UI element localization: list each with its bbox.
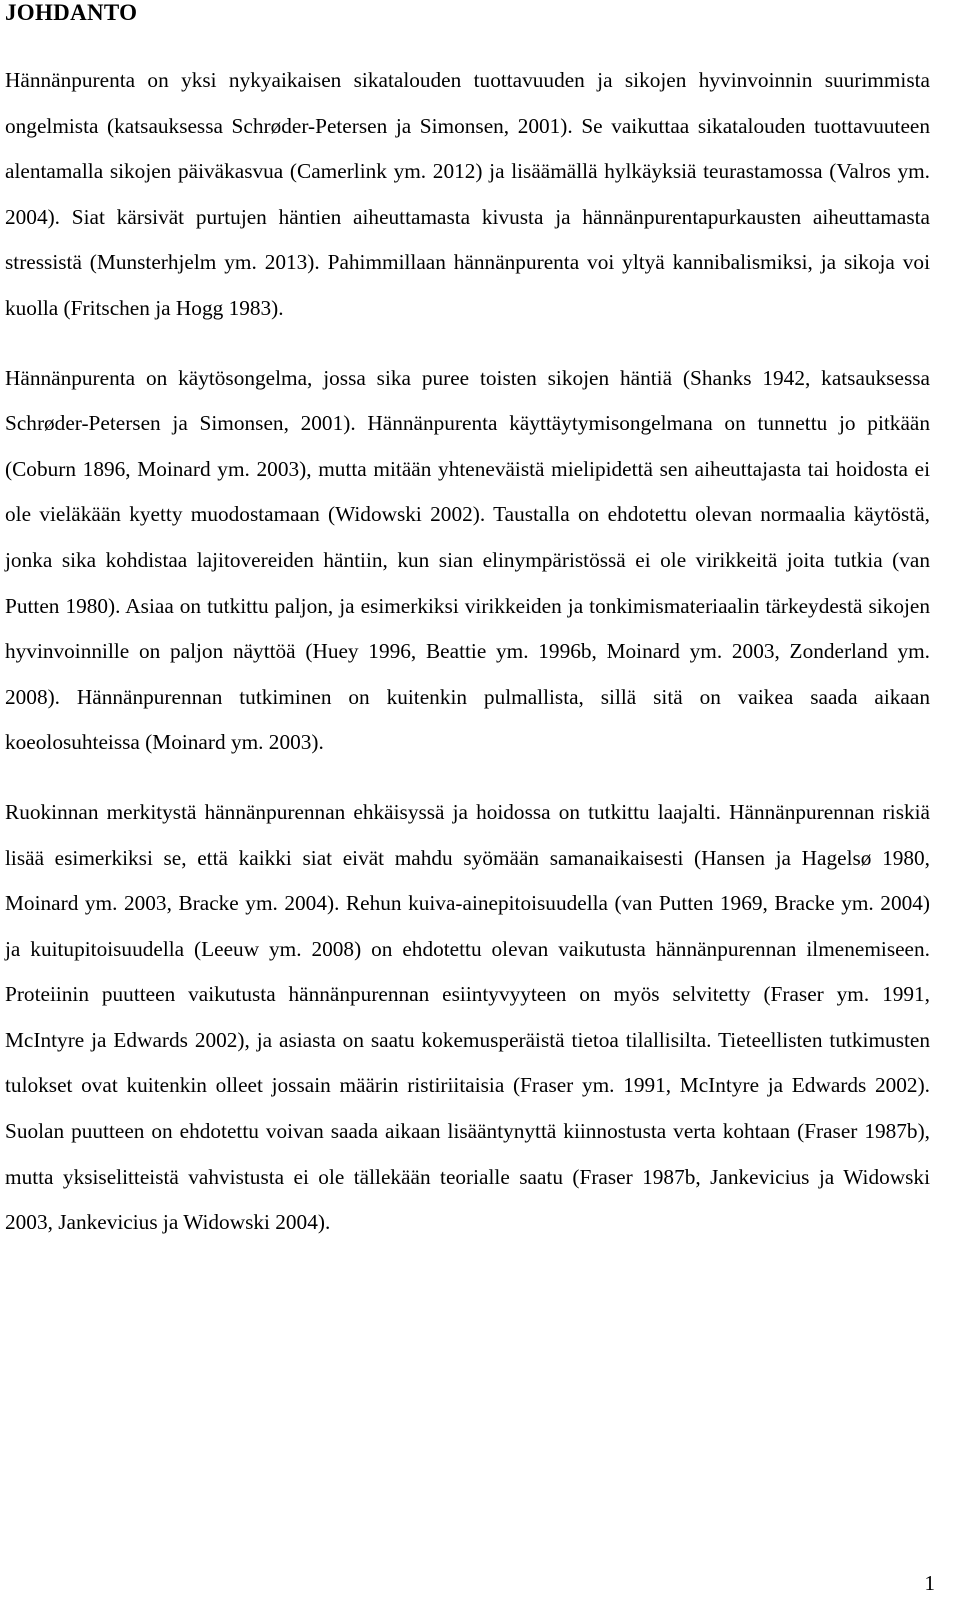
section-heading: JOHDANTO <box>5 0 138 25</box>
paragraph-1: Hännänpurenta on yksi nykyaikaisen sikatalouden tuottavuuden ja sikojen hyvinvoinnin suurimmista ongelmista (katsauksessa Schrøder-Petersen ja Simonsen, 2001). Se vaikuttaa sikatalouden tuottavuuteen alentamalla sikojen päiväkasvua (Camerlink ym. 2012) ja lisäämällä hylkäyksiä teurastamossa (Valros ym. 2004). Siat kärsivät purtujen häntien aiheuttamasta kivusta ja hännänpurentapurkausten aiheuttamasta stressistä (Munsterhjelm ym. 2013). Pahimmillaan hännänpurenta voi yltyä kannibalismiksi, ja sikoja voi kuolla (Fritschen ja Hogg 1983). <box>5 68 930 320</box>
page-number: 1 <box>924 1571 935 1595</box>
document-page <box>5 0 930 1246</box>
paragraph-3: Ruokinnan merkitystä hännänpurennan ehkäisyssä ja hoidossa on tutkittu laajalti. Hännänpurennan riskiä lisää esimerkiksi se, että kaikki siat eivät mahdu syömään samanaikaisesti (Hansen ja Hagelsø 1980, Moinard ym. 2003, Bracke ym. 2004). Rehun kuiva-ainepitoisuudella (van Putten 1969, Bracke ym. 2004) ja kuitupitoisuudella (Leeuw ym. 2008) on ehdotettu olevan vaikutusta hännänpurennan ilmenemiseen. Proteiinin puutteen vaikutusta hännänpurennan esiintyvyyteen on myös selvitetty (Fraser ym. 1991, McIntyre ja Edwards 2002), ja asiasta on saatu kokemusperäistä tietoa tilallisilta. Tieteellisten tutkimusten tulokset ovat kuitenkin olleet jossain määrin ristiriitaisia (Fraser ym. 1991, McIntyre ja Edwards 2002). Suolan puutteen on ehdotettu voivan saada aikaan lisääntynyttä kiinnostusta verta kohtaan (Fraser 1987b), mutta yksiselitteistä vahvistusta ei ole tällekään teorialle saatu (Fraser 1987b, Jankevicius ja Widowski 2003, Jankevicius ja Widowski 2004). <box>5 799 930 1235</box>
paragraph-2: Hännänpurenta on käytösongelma, jossa sika puree toisten sikojen häntiä (Shanks 1942, katsauksessa Schrøder-Petersen ja Simonsen, 2001). Hännänpurenta käyttäytymisongelmana on tunnettu jo pitkään (Coburn 1896, Moinard ym. 2003), mutta mitään yhteneväistä mielipidettä sen aiheuttajasta tai hoidosta ei ole vieläkään kyetty muodostamaan (Widowski 2002). Taustalla on ehdotettu olevan normaalia käytöstä, jonka sika kohdistaa lajitovereiden häntiin, kun sian elinympäristössä ei ole virikkeitä joita tutkia (van Putten 1980). Asiaa on tutkittu paljon, ja esimerkiksi virikkeiden ja tonkimismateriaalin tärkeydestä sikojen hyvinvoinnille on paljon näyttöä (Huey 1996, Beattie ym. 1996b, Moinard ym. 2003, Zonderland ym. 2008). Hännänpurennan tutkiminen on kuitenkin pulmallista, sillä sitä on vaikea saada aikaan koeolosuhteissa (Moinard ym. 2003). <box>5 365 930 755</box>
